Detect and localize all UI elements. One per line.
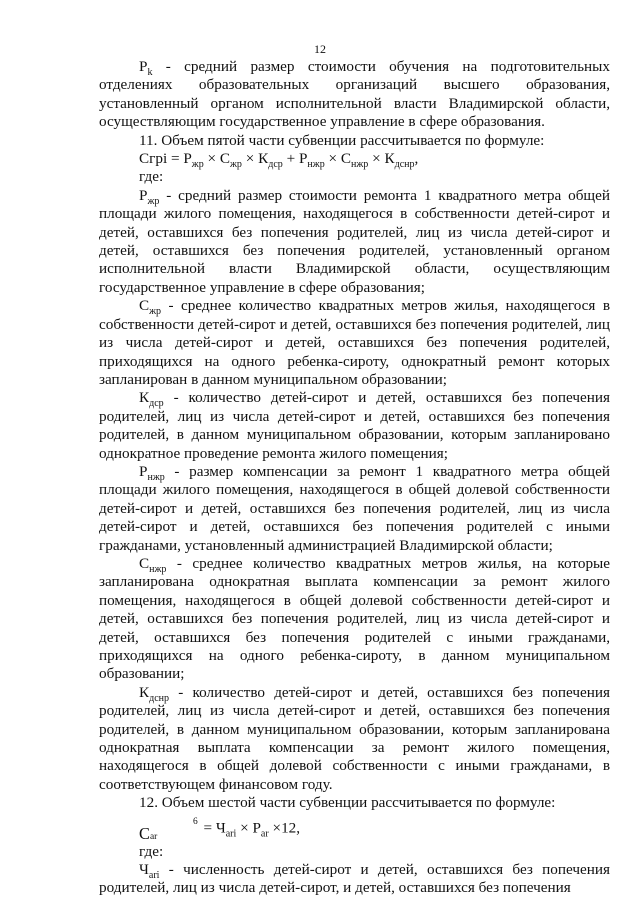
symbol-subscript: нжр	[147, 471, 165, 483]
symbol: С	[139, 297, 150, 315]
symbol: К	[139, 389, 150, 407]
symbol: С	[139, 554, 150, 572]
symbol: Ч	[139, 861, 149, 879]
definition-snzhr	[99, 555, 610, 684]
symbol-subscript: жр	[149, 306, 162, 318]
symbol-subscript: нжр	[149, 564, 167, 575]
definition-text: - среднее количество квадратных метров жилья, находящегося в собственности детей-сирот и детей, оставшихся без попечения родителей, лиц из числа детей-сирот и детей, оставшихся без попечения родителей, приходящихся на одного ребенка-сироту, однократный ремонт которых запланирован в данном муниципальном образовании;	[99, 297, 610, 388]
definition-text: - количество детей-сирот и детей, оставшихся без попечения родителей, лиц из числа детей-сирот и детей, оставшихся без попечения родителей, в данном муниципальном образовании, которым запланировано однократное проведение ремонта жилого помещения;	[99, 389, 610, 462]
item-11-heading: 11. Объем пятой части субвенции рассчитывается по формуле:	[139, 131, 545, 149]
definition-kdsr	[99, 389, 610, 463]
page-number: 12	[314, 42, 326, 56]
definition-text: - размер компенсации за ремонт 1 квадратного метра общей площади жилого помещения, находящегося в общей долевой собственности детей-сирот и детей, оставшихся без попечения родителей, лиц из числа детей-сирот и детей, оставшихся без попечения родителей с иными гражданами, установленный администрацией Владимирской области;	[99, 462, 610, 554]
definition-pk	[99, 58, 610, 132]
definition-szhr	[99, 297, 610, 389]
symbol: К	[139, 683, 150, 701]
symbol-subscript: жр	[147, 195, 160, 207]
definition-text: - среднее количество квадратных метров жилья, на которые запланирована однократная выплата компенсации за ремонт жилого помещения, находящегося в общей долевой собственности детей-сирот и детей, оставшихся без попечения родителей, лиц из числа детей-сирот и детей, оставшихся без попечения родителей с иными гражданами, приходящихся на одного ребенка-сироту, в данном муниципальном образовании;	[99, 554, 610, 683]
definition-text: - средний размер стоимости ремонта 1 квадратного метра общей площади жилого помещения, находящегося в собственности детей-сирот и детей, оставшихся без попечения родителей, лиц из числа детей-сирот и детей, оставшихся без попечения родителей, установленный органом исполнительной власти Владимирской области, осуществляющим государственное управление в сфере образования;	[99, 186, 610, 296]
symbol-subscript: дср	[149, 398, 164, 410]
item-12-heading: 12. Объем шестой части субвенции рассчитывается по формуле:	[139, 794, 556, 812]
symbol-subscript: k	[147, 67, 153, 79]
definition-text: - численность детей-сирот и детей, оставшихся без попечения родителей, лиц из числа детей-сирот, и детей, оставшихся без попечения	[99, 861, 610, 897]
symbol: P	[139, 58, 148, 75]
formula-6th-part: 6 Сar = $Ч_{ari} \times Р_{ar} \times 12$,	[139, 816, 301, 844]
definition-chari	[99, 861, 610, 898]
definition-rzhr	[99, 187, 610, 297]
c6-stack: 6 Сar	[139, 816, 198, 844]
definition-text: - средний размер стоимости обучения на подготовительных отделениях образовательных организаций высшего образования, установленный органом исполнительной власти Владимирской области, осуществляющим государственное управление в сфере образования.	[99, 58, 610, 131]
definition-rnzhr	[99, 463, 610, 555]
symbol-subscript: дснр	[149, 692, 170, 704]
definition-kdsnr	[99, 684, 610, 794]
definition-text: - количество детей-сирот и детей, оставшихся без попечения родителей, лиц из числа детей-сирот и детей, оставшихся без попечения родителей, в данном муниципальном образовании, которым запланирована однократная выплата компенсации за ремонт жилого помещения, находящегося в общей долевой собственности с иными гражданами, в соответствующем финансовом году.	[99, 683, 610, 793]
where-label: где:	[139, 168, 164, 186]
formula-5th-part: Сгрi = $Р_{жр} \times С_{жр} \times К_{дср} + Р_{нжр} \times С_{нжр} \times К_{дснр}$,	[139, 150, 419, 171]
symbol: Р	[139, 186, 148, 204]
symbol: Р	[139, 462, 148, 480]
where-label: где:	[139, 842, 164, 860]
symbol-subscript: ari	[148, 870, 160, 882]
document-body	[99, 58, 610, 898]
